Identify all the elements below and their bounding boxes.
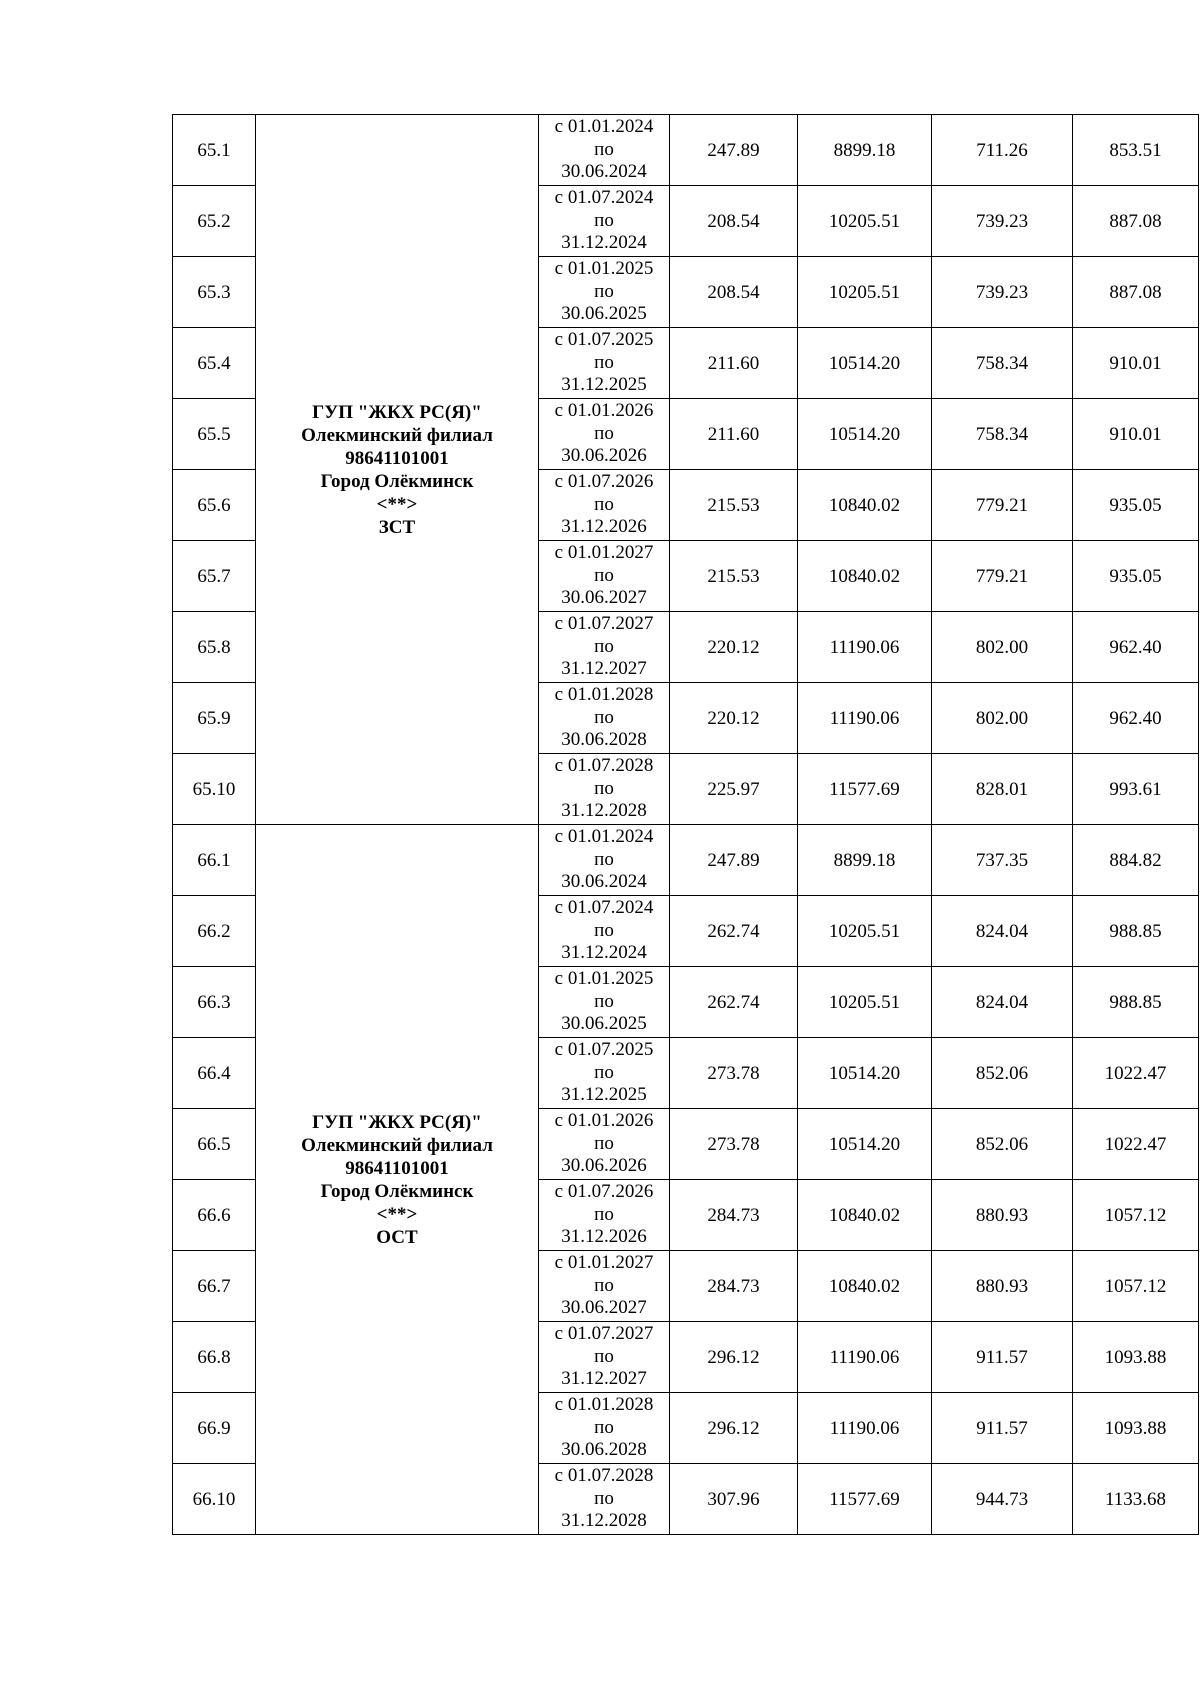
value-cell-3: 739.23 (932, 186, 1073, 257)
value-cell-2: 11577.69 (798, 754, 932, 825)
value-cell-1: 284.73 (670, 1180, 798, 1251)
period-line: 30.06.2024 (561, 871, 647, 893)
period-line: 31.12.2025 (561, 1084, 647, 1106)
value-cell-2: 10514.20 (798, 1109, 932, 1180)
value-cell-2: 10514.20 (798, 328, 932, 399)
period-line: 31.12.2024 (561, 232, 647, 254)
value-cell-2: 11190.06 (798, 683, 932, 754)
period-line: по (594, 919, 614, 941)
organization-line: Город Олёкминск (320, 1180, 474, 1202)
period-cell (539, 186, 670, 257)
value-cell-4: 993.61 (1073, 754, 1199, 825)
value-cell-2: 10205.51 (798, 896, 932, 967)
period-cell (539, 825, 670, 896)
period-line: по (594, 1345, 614, 1367)
period-cell (539, 1393, 670, 1464)
value-cell-3: 852.06 (932, 1109, 1073, 1180)
period-line: с 01.07.2027 (554, 613, 654, 635)
organization-line: 98641101001 (345, 1157, 449, 1179)
value-cell-2: 10840.02 (798, 1180, 932, 1251)
organization-line: 98641101001 (345, 447, 449, 469)
value-cell-4: 1133.68 (1073, 1464, 1199, 1535)
value-cell-2: 11190.06 (798, 612, 932, 683)
period-cell (539, 1038, 670, 1109)
table-row (173, 825, 1199, 896)
period-line: по (594, 1132, 614, 1154)
value-cell-1: 215.53 (670, 541, 798, 612)
period-line: с 01.01.2027 (554, 1252, 654, 1274)
row-number: 66.8 (173, 1322, 256, 1393)
period-line: по (594, 635, 614, 657)
row-number: 66.6 (173, 1180, 256, 1251)
organization-line: Олекминский филиал (301, 424, 493, 446)
value-cell-3: 779.21 (932, 470, 1073, 541)
value-cell-2: 10514.20 (798, 399, 932, 470)
period-line: с 01.01.2028 (554, 1394, 654, 1416)
value-cell-1: 296.12 (670, 1322, 798, 1393)
row-number: 66.7 (173, 1251, 256, 1322)
period-line: 31.12.2026 (561, 1226, 647, 1248)
value-cell-1: 273.78 (670, 1109, 798, 1180)
value-cell-2: 11190.06 (798, 1322, 932, 1393)
period-cell (539, 967, 670, 1038)
period-cell (539, 683, 670, 754)
period-cell (539, 1464, 670, 1535)
row-number: 66.1 (173, 825, 256, 896)
value-cell-3: 779.21 (932, 541, 1073, 612)
period-line: с 01.07.2026 (554, 471, 654, 493)
tariff-table (172, 114, 1199, 1535)
value-cell-3: 852.06 (932, 1038, 1073, 1109)
value-cell-2: 10205.51 (798, 186, 932, 257)
organization-line: ГУП "ЖКХ РС(Я)" (312, 1111, 482, 1133)
value-cell-4: 988.85 (1073, 967, 1199, 1038)
value-cell-3: 758.34 (932, 399, 1073, 470)
value-cell-4: 962.40 (1073, 683, 1199, 754)
period-line: по (594, 706, 614, 728)
period-cell (539, 612, 670, 683)
value-cell-3: 828.01 (932, 754, 1073, 825)
organization-line: Город Олёкминск (320, 470, 474, 492)
period-line: по (594, 564, 614, 586)
value-cell-1: 247.89 (670, 825, 798, 896)
period-line: с 01.01.2024 (554, 116, 654, 138)
period-line: 31.12.2026 (561, 516, 647, 538)
period-line: по (594, 990, 614, 1012)
value-cell-2: 11190.06 (798, 1393, 932, 1464)
value-cell-2: 10840.02 (798, 470, 932, 541)
period-line: 30.06.2026 (561, 1155, 647, 1177)
row-number: 65.6 (173, 470, 256, 541)
period-line: 31.12.2027 (561, 1368, 647, 1390)
period-line: с 01.01.2024 (554, 826, 654, 848)
row-number: 65.5 (173, 399, 256, 470)
period-line: с 01.01.2027 (554, 542, 654, 564)
value-cell-3: 880.93 (932, 1180, 1073, 1251)
period-line: с 01.07.2025 (554, 1039, 654, 1061)
period-cell (539, 541, 670, 612)
period-line: по (594, 351, 614, 373)
period-line: с 01.07.2024 (554, 897, 654, 919)
period-line: 30.06.2027 (561, 587, 647, 609)
period-line: 30.06.2025 (561, 303, 647, 325)
value-cell-1: 220.12 (670, 612, 798, 683)
value-cell-4: 910.01 (1073, 328, 1199, 399)
period-line: по (594, 1487, 614, 1509)
period-line: с 01.07.2025 (554, 329, 654, 351)
period-line: с 01.07.2027 (554, 1323, 654, 1345)
row-number: 65.7 (173, 541, 256, 612)
value-cell-1: 296.12 (670, 1393, 798, 1464)
value-cell-4: 1022.47 (1073, 1109, 1199, 1180)
value-cell-4: 1022.47 (1073, 1038, 1199, 1109)
period-line: по (594, 493, 614, 515)
period-line: по (594, 777, 614, 799)
row-number: 66.4 (173, 1038, 256, 1109)
period-cell (539, 257, 670, 328)
period-cell (539, 1109, 670, 1180)
period-line: по (594, 1416, 614, 1438)
value-cell-3: 739.23 (932, 257, 1073, 328)
row-number: 66.3 (173, 967, 256, 1038)
value-cell-4: 853.51 (1073, 115, 1199, 186)
value-cell-1: 208.54 (670, 257, 798, 328)
value-cell-2: 10205.51 (798, 257, 932, 328)
row-number: 65.4 (173, 328, 256, 399)
value-cell-1: 208.54 (670, 186, 798, 257)
organization-cell (256, 115, 539, 825)
period-line: по (594, 1061, 614, 1083)
row-number: 66.10 (173, 1464, 256, 1535)
organization-line: <**> (376, 493, 418, 515)
period-line: по (594, 422, 614, 444)
value-cell-4: 935.05 (1073, 541, 1199, 612)
period-line: 31.12.2028 (561, 1510, 647, 1532)
tariff-table-body (173, 115, 1199, 1535)
value-cell-2: 8899.18 (798, 825, 932, 896)
row-number: 65.3 (173, 257, 256, 328)
period-line: с 01.01.2028 (554, 684, 654, 706)
value-cell-2: 8899.18 (798, 115, 932, 186)
row-number: 66.2 (173, 896, 256, 967)
period-line: с 01.01.2026 (554, 1110, 654, 1132)
period-cell (539, 470, 670, 541)
period-line: 31.12.2025 (561, 374, 647, 396)
value-cell-2: 10205.51 (798, 967, 932, 1038)
period-line: 30.06.2028 (561, 1439, 647, 1461)
period-line: с 01.07.2028 (554, 1465, 654, 1487)
value-cell-3: 880.93 (932, 1251, 1073, 1322)
period-cell (539, 896, 670, 967)
period-line: с 01.01.2026 (554, 400, 654, 422)
value-cell-3: 911.57 (932, 1393, 1073, 1464)
period-cell (539, 1180, 670, 1251)
value-cell-3: 944.73 (932, 1464, 1073, 1535)
period-line: с 01.01.2025 (554, 968, 654, 990)
organization-line: Олекминский филиал (301, 1134, 493, 1156)
value-cell-4: 935.05 (1073, 470, 1199, 541)
value-cell-1: 211.60 (670, 328, 798, 399)
value-cell-3: 911.57 (932, 1322, 1073, 1393)
organization-line: ОСТ (376, 1226, 418, 1248)
value-cell-4: 962.40 (1073, 612, 1199, 683)
value-cell-4: 988.85 (1073, 896, 1199, 967)
value-cell-1: 225.97 (670, 754, 798, 825)
period-line: по (594, 138, 614, 160)
period-cell (539, 1322, 670, 1393)
period-line: по (594, 1203, 614, 1225)
period-line: 31.12.2028 (561, 800, 647, 822)
value-cell-4: 887.08 (1073, 186, 1199, 257)
value-cell-1: 273.78 (670, 1038, 798, 1109)
row-number: 65.9 (173, 683, 256, 754)
value-cell-1: 215.53 (670, 470, 798, 541)
period-cell (539, 115, 670, 186)
value-cell-2: 10514.20 (798, 1038, 932, 1109)
period-line: 30.06.2028 (561, 729, 647, 751)
value-cell-1: 307.96 (670, 1464, 798, 1535)
period-line: 30.06.2025 (561, 1013, 647, 1035)
row-number: 65.8 (173, 612, 256, 683)
row-number: 65.2 (173, 186, 256, 257)
organization-line: ЗСТ (378, 516, 416, 538)
period-line: с 01.01.2025 (554, 258, 654, 280)
value-cell-3: 737.35 (932, 825, 1073, 896)
value-cell-3: 758.34 (932, 328, 1073, 399)
row-number: 66.9 (173, 1393, 256, 1464)
period-line: по (594, 1274, 614, 1296)
period-line: по (594, 209, 614, 231)
value-cell-3: 802.00 (932, 683, 1073, 754)
table-row (173, 115, 1199, 186)
period-line: 31.12.2024 (561, 942, 647, 964)
row-number: 65.10 (173, 754, 256, 825)
period-cell (539, 399, 670, 470)
value-cell-1: 284.73 (670, 1251, 798, 1322)
period-line: 31.12.2027 (561, 658, 647, 680)
value-cell-3: 711.26 (932, 115, 1073, 186)
organization-line: ГУП "ЖКХ РС(Я)" (312, 401, 482, 423)
value-cell-1: 211.60 (670, 399, 798, 470)
value-cell-4: 884.82 (1073, 825, 1199, 896)
period-cell (539, 328, 670, 399)
value-cell-2: 10840.02 (798, 1251, 932, 1322)
value-cell-1: 262.74 (670, 896, 798, 967)
value-cell-4: 910.01 (1073, 399, 1199, 470)
value-cell-2: 11577.69 (798, 1464, 932, 1535)
value-cell-3: 824.04 (932, 896, 1073, 967)
organization-cell (256, 825, 539, 1535)
period-line: 30.06.2024 (561, 161, 647, 183)
value-cell-4: 1057.12 (1073, 1251, 1199, 1322)
period-line: с 01.07.2026 (554, 1181, 654, 1203)
value-cell-3: 802.00 (932, 612, 1073, 683)
period-cell (539, 1251, 670, 1322)
period-line: 30.06.2027 (561, 1297, 647, 1319)
row-number: 66.5 (173, 1109, 256, 1180)
row-number: 65.1 (173, 115, 256, 186)
period-line: по (594, 280, 614, 302)
value-cell-4: 887.08 (1073, 257, 1199, 328)
period-line: по (594, 848, 614, 870)
organization-line: <**> (376, 1203, 418, 1225)
value-cell-4: 1057.12 (1073, 1180, 1199, 1251)
value-cell-4: 1093.88 (1073, 1322, 1199, 1393)
value-cell-1: 220.12 (670, 683, 798, 754)
value-cell-3: 824.04 (932, 967, 1073, 1038)
value-cell-1: 262.74 (670, 967, 798, 1038)
period-line: с 01.07.2024 (554, 187, 654, 209)
period-cell (539, 754, 670, 825)
value-cell-4: 1093.88 (1073, 1393, 1199, 1464)
period-line: 30.06.2026 (561, 445, 647, 467)
value-cell-2: 10840.02 (798, 541, 932, 612)
period-line: с 01.07.2028 (554, 755, 654, 777)
value-cell-1: 247.89 (670, 115, 798, 186)
